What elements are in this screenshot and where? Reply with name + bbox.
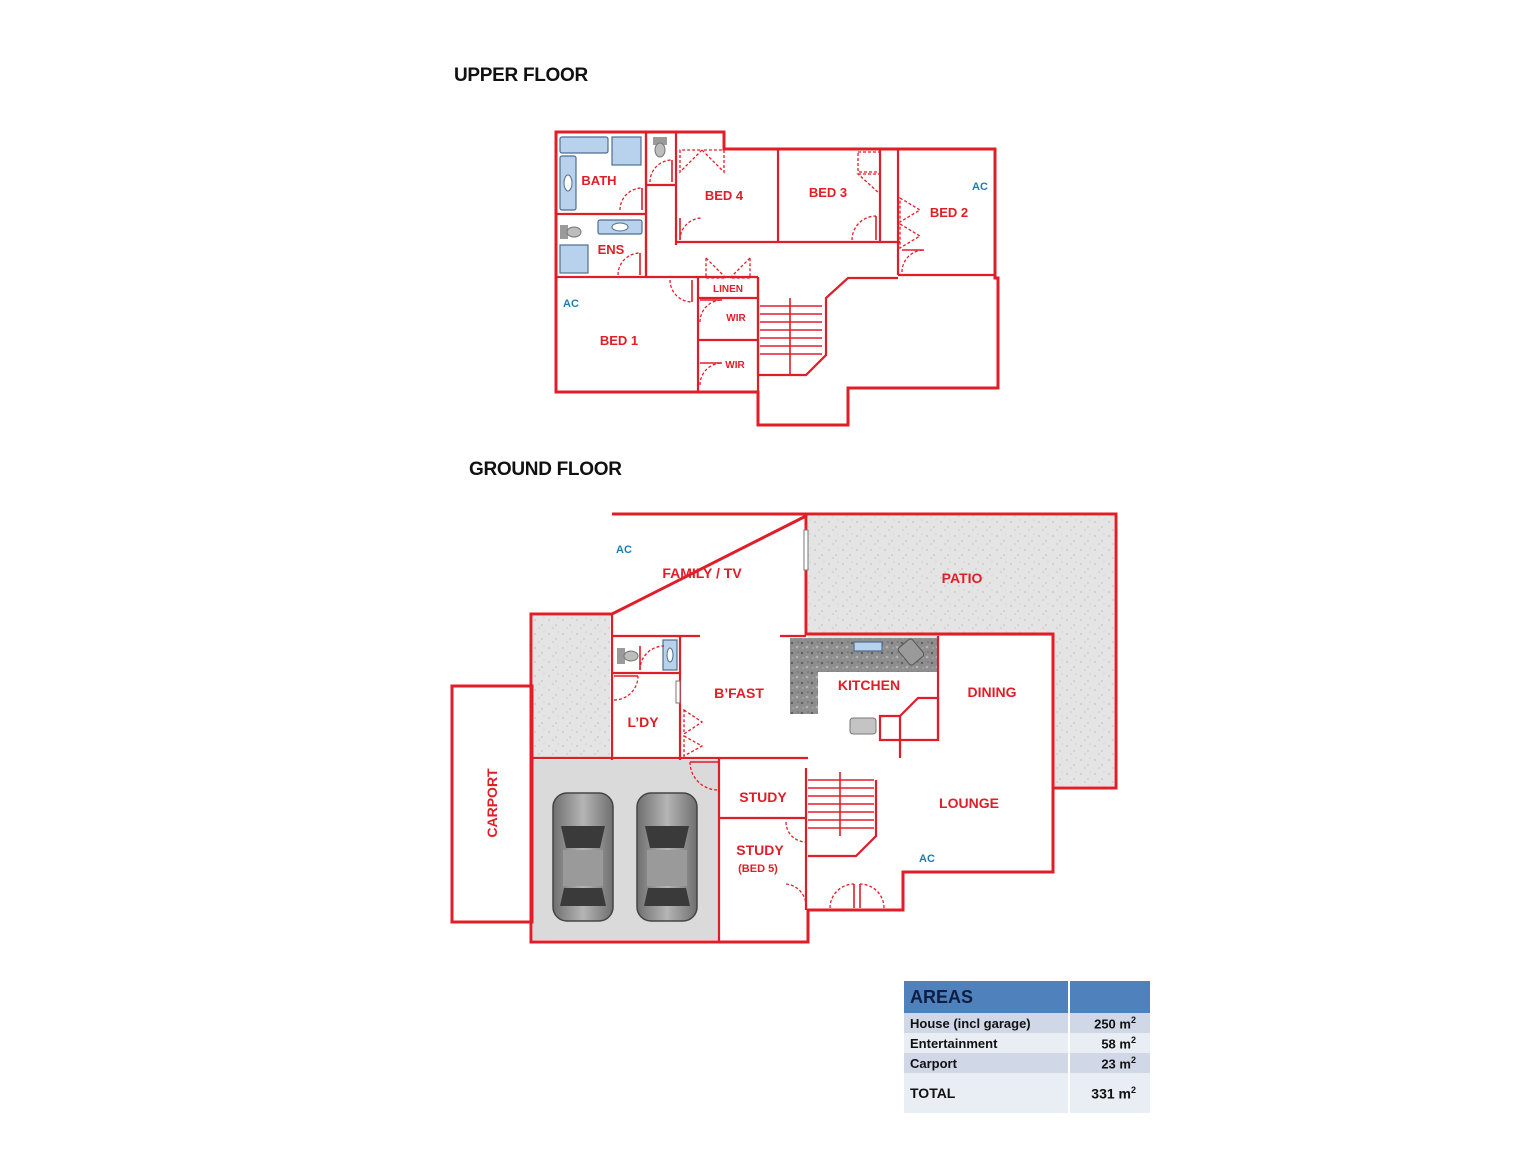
upper-floor-plan <box>556 132 998 425</box>
ac-label-bed-2: AC <box>972 181 988 193</box>
area-unit: m <box>1119 1016 1131 1032</box>
ens-shower-icon <box>560 245 588 273</box>
table-row: Carport 23 $m^2$ <box>904 1053 1150 1073</box>
areas-table <box>904 981 1150 1113</box>
car-icon <box>637 793 697 921</box>
room-label-study-bed5: STUDY <box>736 842 784 858</box>
ac-label-bed-1: AC <box>563 298 579 310</box>
room-label-wir-2: WIR <box>725 360 745 371</box>
area-unit: m <box>1119 1036 1131 1052</box>
kitchen-appliance-icon <box>850 718 876 734</box>
room-label-bed-4: BED 4 <box>704 188 744 203</box>
room-label-patio: PATIO <box>941 570 983 586</box>
room-label-linen: LINEN <box>713 284 743 295</box>
room-label-ens: ENS <box>597 242 625 257</box>
table-row: Entertainment 58 $m^2$ <box>904 1033 1150 1053</box>
total-value: 331 <box>1091 1085 1115 1102</box>
area-label: Entertainment <box>904 1033 1069 1053</box>
room-label-carport: CARPORT <box>484 768 500 838</box>
ac-label-lounge: AC <box>919 853 935 865</box>
room-label-study: STUDY <box>739 789 787 805</box>
ground-floor-heading: GROUND FLOOR <box>469 459 622 480</box>
room-label-wir-1: WIR <box>726 313 746 324</box>
room-label-bed-5: (BED 5) <box>738 863 778 875</box>
area-unit: m <box>1119 1056 1131 1072</box>
area-label: House (incl garage) <box>904 1013 1069 1033</box>
car-icon <box>553 793 613 921</box>
room-label-bfast: B’FAST <box>714 685 764 701</box>
room-label-dining: DINING <box>967 684 1017 700</box>
kitchen-sink-icon <box>854 642 882 651</box>
total-label: TOTAL <box>904 1073 1069 1113</box>
room-label-lounge: LOUNGE <box>939 795 999 811</box>
areas-title: AREAS <box>904 981 1069 1013</box>
upper-stairs <box>760 298 822 375</box>
room-label-bath: BATH <box>581 173 617 188</box>
ground-stairs <box>808 772 874 836</box>
table-row: House (incl garage) 250 $m^2$ <box>904 1013 1150 1033</box>
room-label-bed-2: BED 2 <box>929 205 969 220</box>
ac-label-family: AC <box>616 544 632 556</box>
side-courtyard-surface <box>533 616 610 758</box>
room-label-bed-1: BED 1 <box>599 333 639 348</box>
ground-floor-plan <box>452 514 1116 942</box>
areas-table-header <box>904 981 1150 1013</box>
room-label-family-tv: FAMILY / TV <box>662 565 742 581</box>
area-unit: m <box>1118 1085 1131 1102</box>
area-value: 58 <box>1101 1036 1116 1052</box>
table-row-total: TOTAL 331 $m^2$ <box>904 1073 1150 1113</box>
room-label-laundry: L’DY <box>627 714 659 730</box>
bath-tub-icon <box>560 137 608 153</box>
shower-icon <box>612 137 641 165</box>
wc-toilet-icon <box>653 137 667 157</box>
upper-floor-heading: UPPER FLOOR <box>454 65 588 86</box>
area-label: Carport <box>904 1053 1069 1073</box>
room-label-bed-3: BED 3 <box>808 185 848 200</box>
ens-toilet-icon <box>560 225 581 239</box>
area-value: 23 <box>1101 1056 1116 1072</box>
laundry-toilet-icon <box>617 648 638 664</box>
room-label-kitchen: KITCHEN <box>837 677 901 693</box>
area-value: 250 <box>1094 1016 1116 1032</box>
